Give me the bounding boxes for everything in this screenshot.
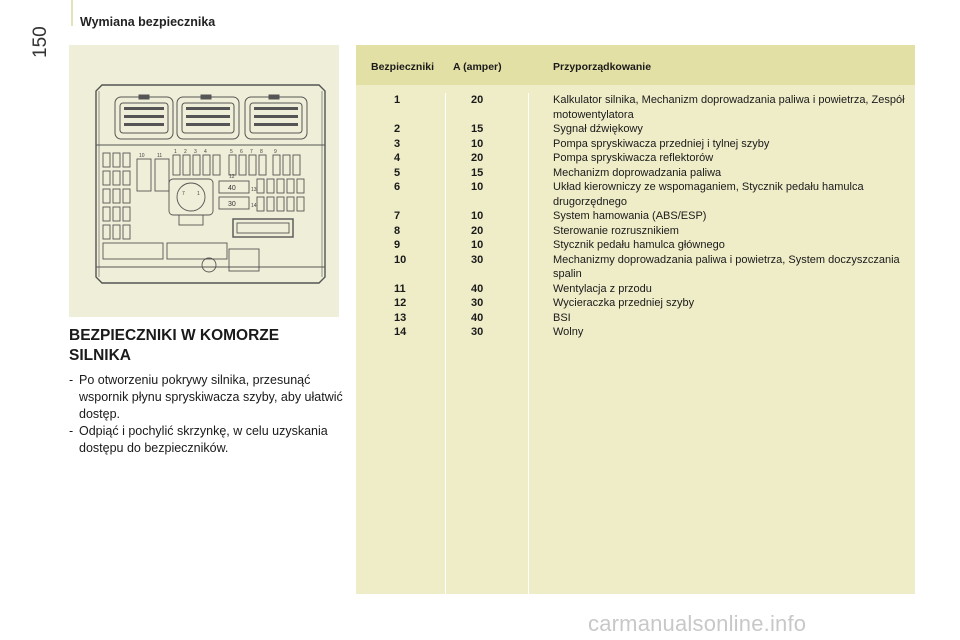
fuse-assignment: Pompa spryskiwacza reflektorów <box>553 152 714 164</box>
fuse-amperage: 10 <box>471 181 484 193</box>
table-header <box>356 45 915 85</box>
diagram-label: 2 <box>184 149 187 155</box>
instruction-item: - Po otworzeniu pokrywy silnika, przesunąć wspornik płynu spryskiwacza szyby, aby ułatwić dostęp. <box>69 372 344 423</box>
table-row <box>356 296 915 311</box>
table-row <box>356 311 915 326</box>
diagram-label: 40 <box>228 185 236 192</box>
diagram-label: 14 <box>251 203 257 209</box>
side-rule <box>71 0 73 26</box>
page-number: 150 <box>30 26 51 58</box>
fuse-number: 6 <box>394 181 401 193</box>
fuse-amperage: 10 <box>471 239 484 251</box>
fuse-number: 10 <box>394 253 407 266</box>
fuse-assignment: Wycieraczka przedniej szyby <box>553 297 695 309</box>
fuse-number: 13 <box>394 311 407 324</box>
fuse-number: 3 <box>394 137 401 150</box>
watermark: carmanualsonline.info <box>588 611 807 636</box>
fuse-amperage: 10 <box>471 137 484 150</box>
fuse-number: 7 <box>394 210 401 222</box>
fuse-assignment: BSI <box>553 311 571 324</box>
fuse-amperage: 30 <box>471 326 484 338</box>
fuse-number: 1 <box>394 94 401 106</box>
fuse-number: 2 <box>394 123 401 135</box>
fuse-assignment: Mechanizmy doprowadzania paliwa i powietrza, System doczyszczania spalin <box>553 253 900 280</box>
table-rows <box>356 93 915 340</box>
diagram-label: 5 <box>230 149 233 155</box>
table-row <box>356 253 915 282</box>
header-assignment: Przyporządkowanie <box>553 61 652 73</box>
header-amp: A (amper) <box>453 61 502 73</box>
fuse-number: 8 <box>394 224 401 237</box>
fuse-assignment: Stycznik pedału hamulca głównego <box>553 239 725 251</box>
fuse-box-diagram <box>69 45 339 317</box>
diagram-label: 11 <box>157 153 163 159</box>
fuse-number: 9 <box>394 239 401 251</box>
diagram-label: 1 <box>174 149 177 155</box>
section-title: Wymiana bezpiecznika <box>80 15 216 29</box>
table-row <box>356 209 915 224</box>
table-row <box>356 137 915 152</box>
table-row <box>356 224 915 239</box>
table-row <box>356 180 915 209</box>
fuse-amperage: 20 <box>471 224 484 237</box>
fuse-assignment: Kalkulator silnika, Mechanizm doprowadzania paliwa i powietrza, Zespół motowentylatora <box>553 94 905 121</box>
diagram-label: 7 <box>250 149 253 155</box>
fuse-number: 12 <box>394 297 407 309</box>
fuse-assignment: Sygnał dźwiękowy <box>553 123 643 135</box>
diagram-label: 12 <box>229 174 235 180</box>
fuse-table <box>356 45 915 594</box>
fuse-number: 5 <box>394 166 401 179</box>
table-row <box>356 151 915 166</box>
table-row <box>356 238 915 253</box>
fuse-assignment: Sterowanie rozrusznikiem <box>553 224 679 237</box>
diagram-label: 10 <box>139 153 145 159</box>
diagram-label: 7 <box>182 191 185 197</box>
diagram-label: 8 <box>260 149 263 155</box>
section-heading: BEZPIECZNIKI W KOMORZE SILNIKA <box>69 327 280 364</box>
table-row <box>356 122 915 137</box>
fuse-number: 11 <box>394 282 406 295</box>
instructions <box>69 372 344 457</box>
diagram-label: 3 <box>194 149 197 155</box>
diagram-label: 9 <box>274 149 277 155</box>
fuse-amperage: 20 <box>471 152 484 164</box>
fuse-number: 4 <box>394 152 401 164</box>
fuse-assignment: Wolny <box>553 326 584 338</box>
table-row <box>356 93 915 122</box>
fuse-amperage: 10 <box>471 210 484 222</box>
fuse-amperage: 20 <box>471 94 484 106</box>
fuse-amperage: 40 <box>471 282 484 295</box>
fuse-amperage: 30 <box>471 297 484 309</box>
fuse-assignment: System hamowania (ABS/ESP) <box>553 210 707 222</box>
diagram-label: 6 <box>240 149 243 155</box>
table-row <box>356 325 915 340</box>
diagram-label: 13 <box>251 187 257 193</box>
diagram-label: 30 <box>228 201 236 208</box>
fuse-box-drawing <box>69 45 339 317</box>
fuse-assignment: Pompa spryskiwacza przedniej i tylnej szyby <box>553 137 770 150</box>
fuse-assignment: Układ kierowniczy ze wspomaganiem, Stycznik pedału hamulca drugorzędnego <box>553 181 864 208</box>
fuse-assignment: Mechanizm doprowadzania paliwa <box>553 166 722 179</box>
header-fuse: Bezpieczniki <box>371 61 435 73</box>
fuse-amperage: 15 <box>471 166 484 179</box>
diagram-label: 4 <box>204 149 207 155</box>
diagram-label: 1 <box>197 191 200 197</box>
table-row <box>356 166 915 181</box>
fuse-number: 14 <box>394 326 407 338</box>
fuse-amperage: 15 <box>471 123 484 135</box>
fuse-amperage: 40 <box>471 311 484 324</box>
fuse-amperage: 30 <box>471 253 484 266</box>
table-row <box>356 282 915 297</box>
instruction-item: - Odpiąć i pochylić skrzynkę, w celu uzyskania dostępu do bezpieczników. <box>69 423 344 457</box>
fuse-assignment: Wentylacja z przodu <box>553 282 652 295</box>
